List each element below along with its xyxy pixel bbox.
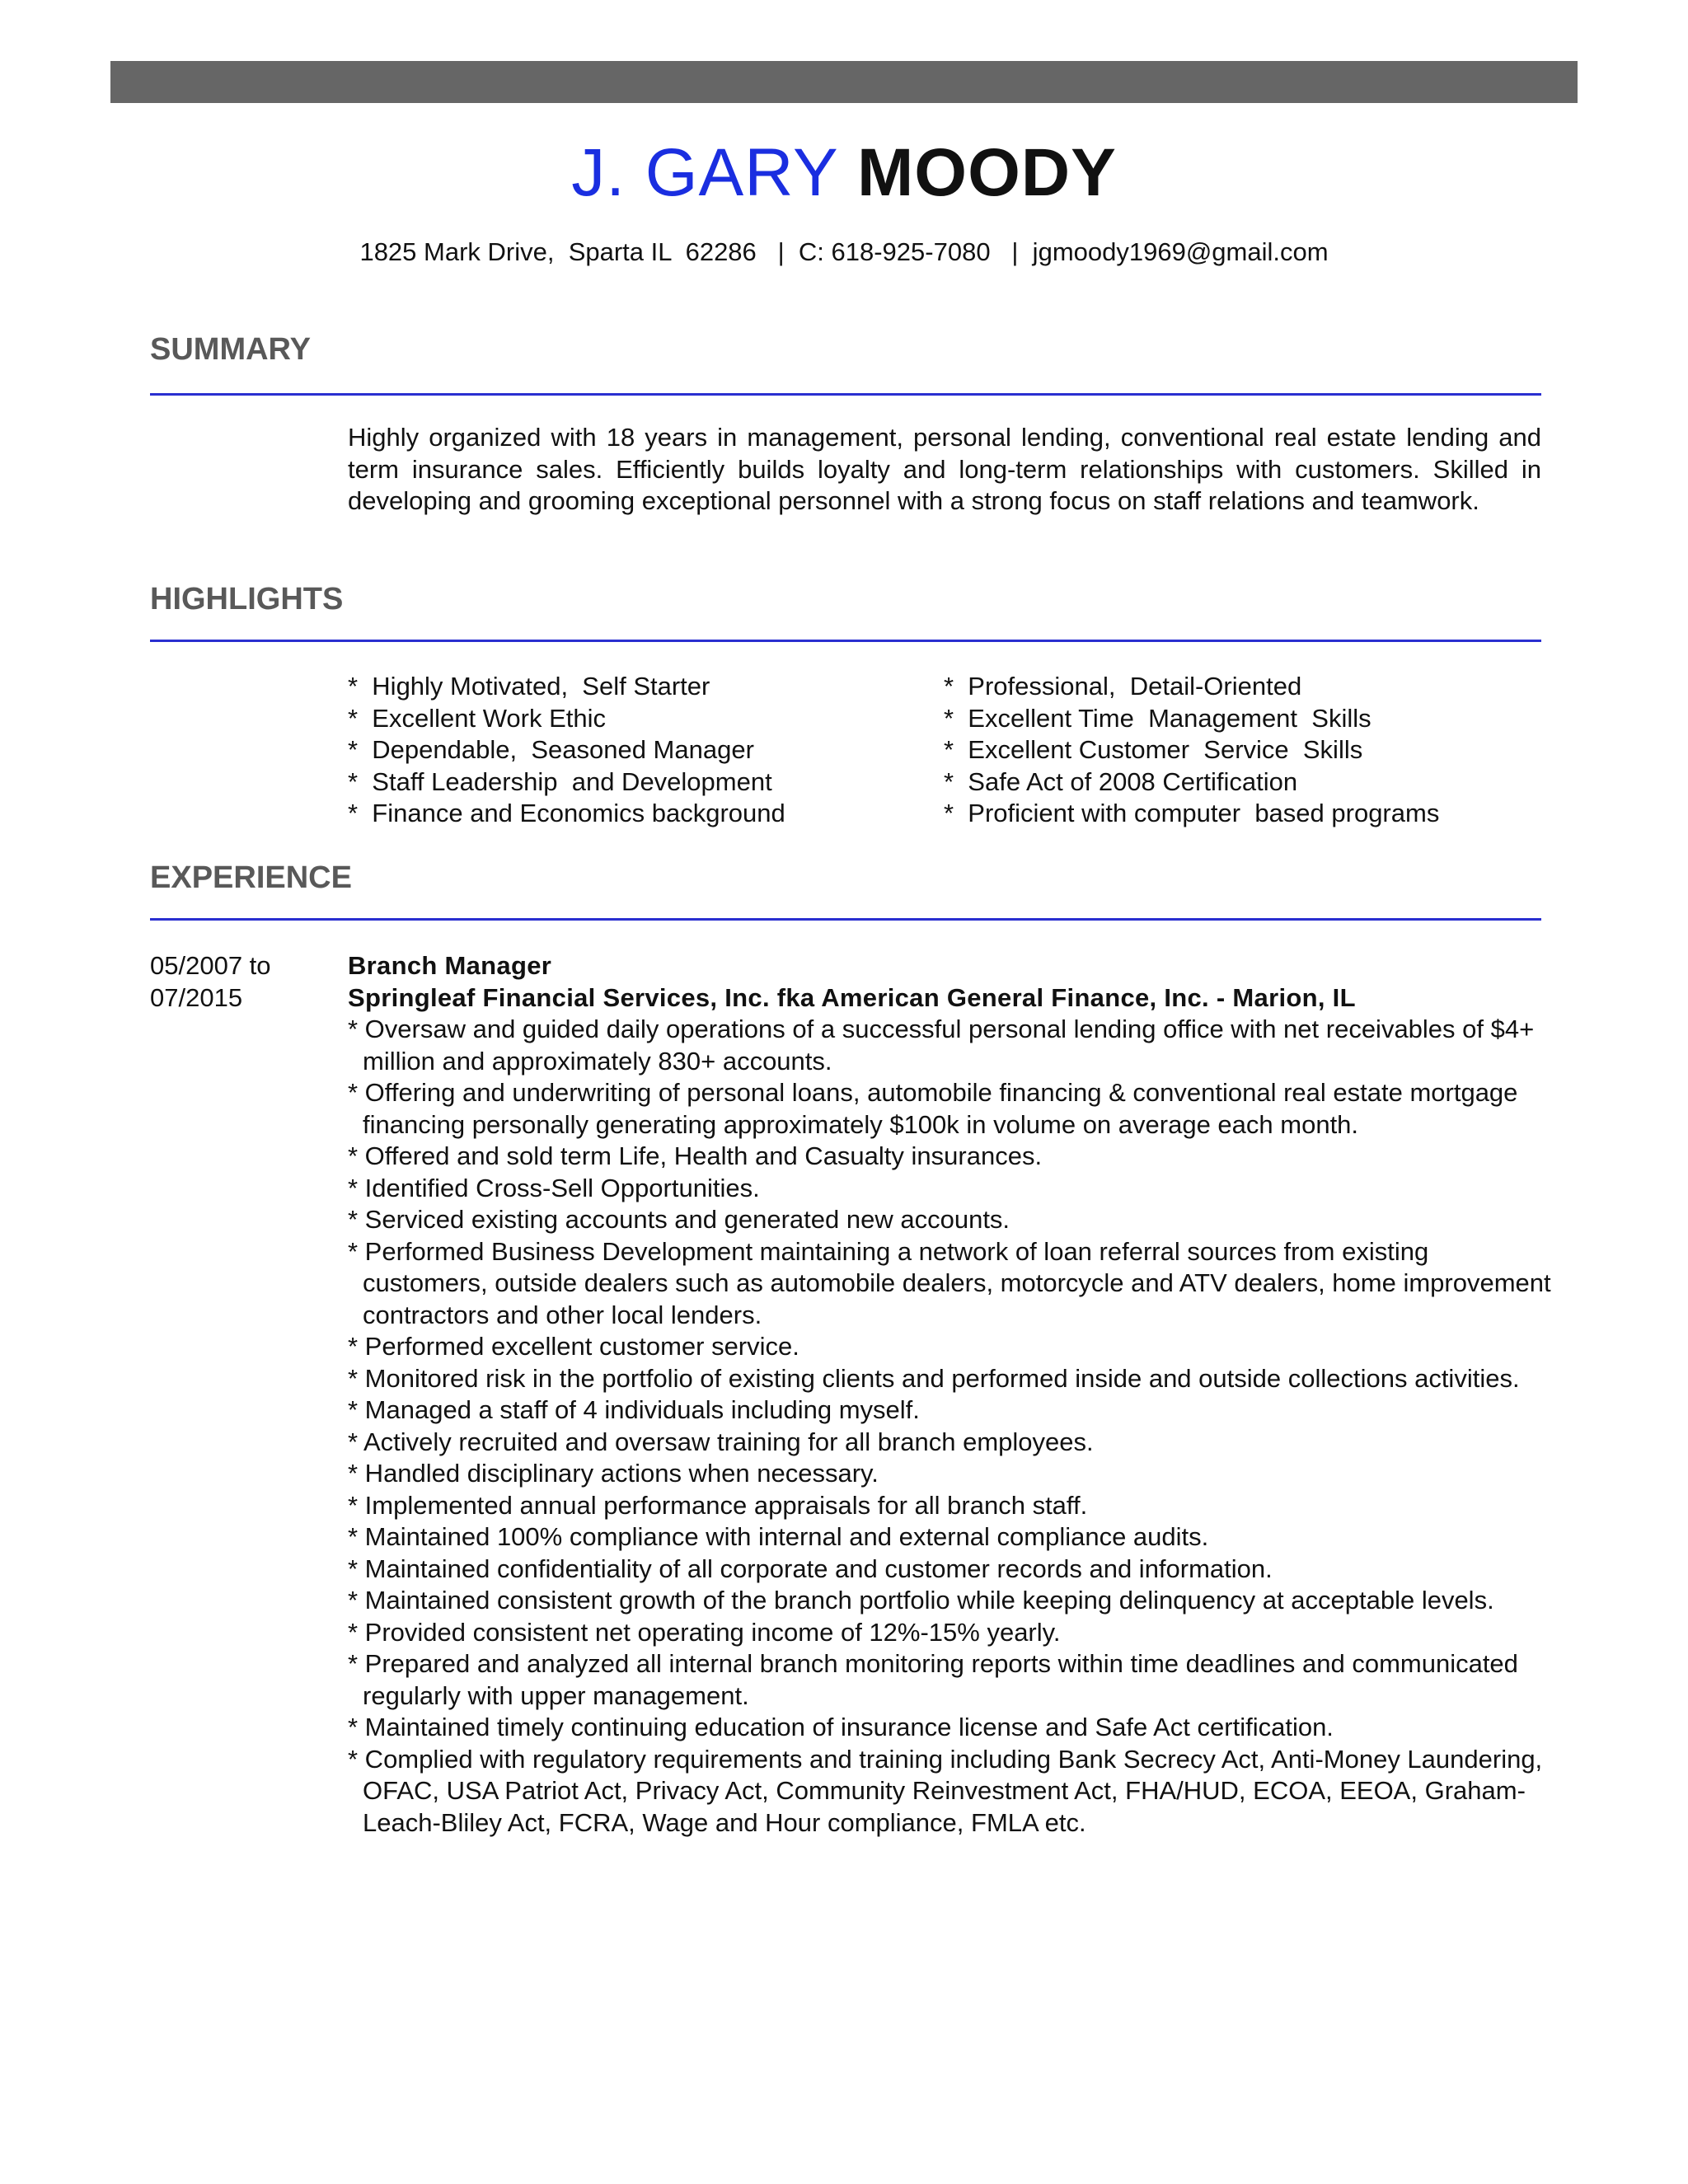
duty-item: * Handled disciplinary actions when necessary. [348,1459,879,1488]
highlight-item: * Excellent Customer Service Skills [944,735,1363,764]
highlight-item: * Safe Act of 2008 Certification [944,766,1298,796]
highlights-heading: HIGHLIGHTS [150,582,344,616]
duty-item: * Oversaw and guided daily operations of a successful personal lending office with net receivables of $4+ million and approximately 830+ accounts. [348,1015,1535,1076]
duty-item: * Serviced existing accounts and generated new accounts. [348,1205,1010,1234]
job-title: Branch Manager [348,951,552,980]
contact-info: 1825 Mark Drive, Sparta IL 62286 | C: 618-925-7080 | jgmoody1969@gmail.com [359,237,1329,266]
job-entry [348,950,1551,1839]
highlight-item: * Professional, Detail-Oriented [944,672,1302,701]
duty-item: * Offered and sold term Life, Health and Casualty insurances. [348,1141,1043,1170]
duty-item: * Performed excellent customer service. [348,1332,799,1361]
last-name: MOODY [857,135,1117,210]
highlight-item: * Dependable, Seasoned Manager [348,735,754,764]
summary-text: Highly organized with 18 years in management, personal lending, conventional real estate lending and term insurance sales. Efficiently builds loyalty and long-term relationships with customers. Skilled in developing and grooming exceptional personnel with a strong focus on staff relations and teamwork. [348,423,1541,515]
duty-item: * Provided consistent net operating income of 12%-15% yearly. [348,1617,1061,1647]
duty-item: * Complied with regulatory requirements and training including Bank Secrecy Act, Anti-Money Laundering, OFAC, USA Patriot Act, Privacy Act, Community Reinvestment Act, FHA/HUD, ECOA, EEOA, Graham-Leach-Bliley Act, FCRA, Wage and Hour compliance, FMLA etc. [348,1744,1543,1837]
highlight-item: * Finance and Economics background [348,799,785,827]
duty-item: * Identified Cross-Sell Opportunities. [348,1173,760,1202]
header-bar [110,61,1578,103]
duty-item: * Maintained confidentiality of all corporate and customer records and information. [348,1554,1273,1583]
job-duties-list [348,1014,1551,1839]
duty-item: * Managed a staff of 4 individuals including myself. [348,1395,920,1424]
highlights-left-list [348,671,785,830]
duty-item: * Performed Business Development maintaining a network of loan referral sources from existing customers, outside dealers such as automobile dealers, motorcycle and ATV dealers, home improvement contractors and other local lenders. [348,1236,1551,1329]
candidate-name [0,132,1688,214]
job-end-date: 07/2015 [150,982,243,1012]
duty-item: * Maintained 100% compliance with internal and external compliance audits. [348,1522,1209,1551]
job-start-date: 05/2007 to [150,951,271,980]
duty-item: * Prepared and analyzed all internal branch monitoring reports within time deadlines and communicated regularly with upper management. [348,1649,1518,1710]
duty-item: * Maintained timely continuing education of insurance license and Safe Act certification. [348,1713,1334,1741]
duty-item: * Monitored risk in the portfolio of existing clients and performed inside and outside collections activities. [348,1363,1520,1393]
summary-divider [150,393,1541,396]
highlight-item: * Staff Leadership and Development [348,766,772,796]
highlight-item: * Highly Motivated, Self Starter [348,672,710,701]
job-company: Springleaf Financial Services, Inc. fka American General Finance, Inc. - Marion, IL [348,982,1356,1012]
summary-heading: SUMMARY [150,332,311,367]
experience-heading: EXPERIENCE [150,860,352,895]
highlight-item: * Excellent Time Management Skills [944,703,1372,733]
highlights-divider [150,640,1541,642]
highlights-right-list [944,671,1439,830]
duty-item: * Offering and underwriting of personal loans, automobile financing & conventional real estate mortgage financing personally generating approximately $100k in volume on average each month. [348,1078,1518,1139]
highlight-item: * Proficient with computer based programs [944,799,1440,827]
duty-item: * Maintained consistent growth of the branch portfolio while keeping delinquency at acceptable levels. [348,1586,1494,1615]
job-dates [150,950,271,1014]
experience-divider [150,918,1541,921]
highlight-item: * Excellent Work Ethic [348,703,606,733]
duty-item: * Implemented annual performance appraisals for all branch staff. [348,1490,1088,1520]
first-name: J. GARY [571,135,838,210]
duty-item: * Actively recruited and oversaw training for all branch employees. [348,1427,1094,1456]
